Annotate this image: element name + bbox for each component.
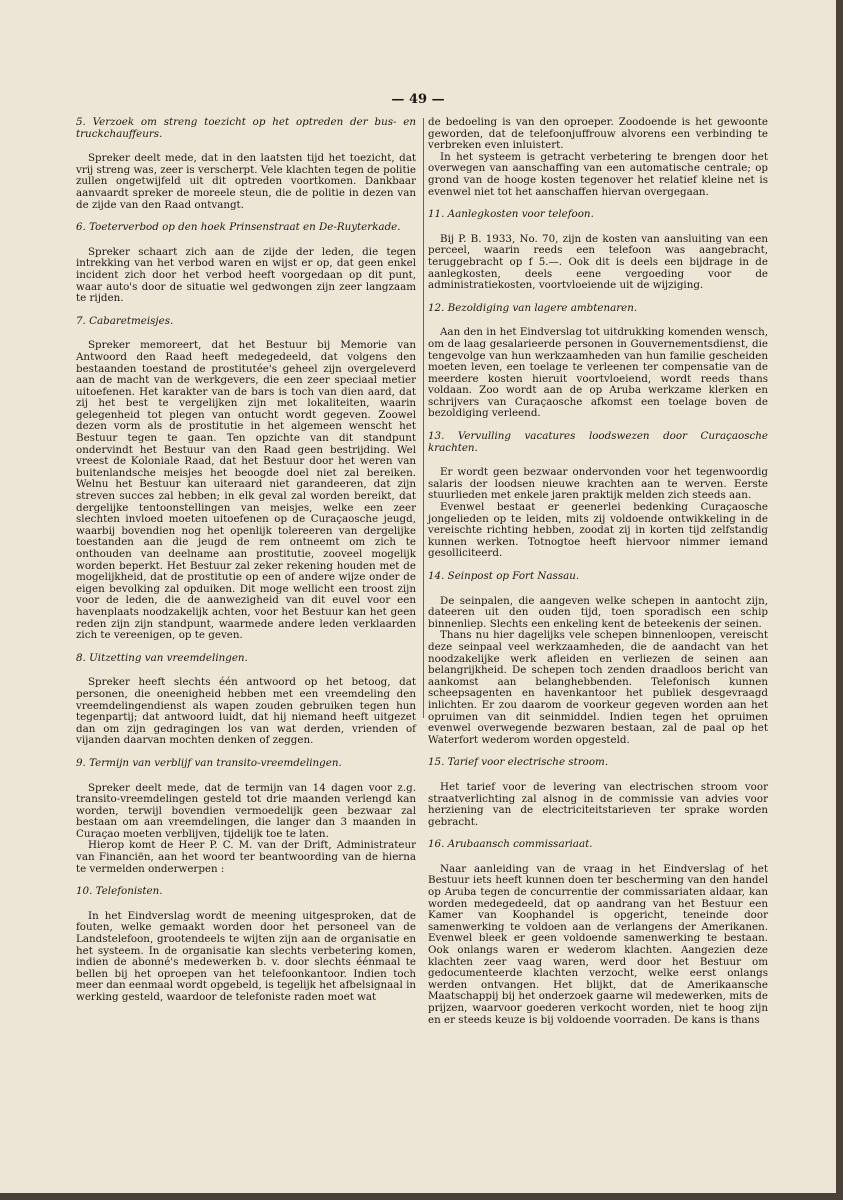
paragraph: Naar aanleiding van de vraag in het Eindverslag of het Bestuur iets heeft kunnen doen ter bescherming van den handel op Aruba tegen de concurrentie der commissariaten aldaar, kan worden medegedeeld, dat op aandrang van het Bestuur een Kamer van Koophandel is opgericht, teneinde door samenwerking te voldoen aan de verlangens der Amerikanen. Evenwel bleek er geen voldoende samenwerking te bestaan. Ook onlangs waren er wederom klachten. Aangezien deze klachten zeer vaag waren, werd door het Bestuur om gedocumenteerde klachten verzocht, welke eerst onlangs werden ontvangen. Het blijkt, dat de Amerikaansche Maatschappij bij het onderzoek gaarne wil medewerken, mits de prijzen, waarvoor goederen verkocht worden, niet te hoog zijn en er steeds keuze is bij voldoende voorraden. De kans is thans [428, 862, 768, 1026]
left-column [76, 117, 416, 1004]
paragraph: Aan den in het Eindverslag tot uitdrukking komenden wensch, om de laag gesalarieerde personen in Gouvernementsdienst, die tengevolge van hun werkzaamheden van hun familie gescheiden moeten leven, een toelage te verleenen ter compensatie van de meerdere kosten hieruit voortvloeiend, wordt reeds thans voldaan. Zoo wordt aan de op Aruba werkzame klerken en schrijvers van Curaçaosche afkomst een toelage boven de bezoldiging verleend. [428, 326, 768, 420]
paragraph: In het Eindverslag wordt de meening uitgesproken, dat de fouten, welke gemaakt worden door het personeel van de Landstelefoon, grootendeels te wijten zijn aan de organisatie en het systeem. In de organisatie kan slechts verbetering komen, indien de abonné's medewerken b. v. door slechts éénmaal te bellen bij het oproepen van het telefoonkantoor. Indien toch meer dan eenmaal wordt opgebeld, is tegelijk het afbelsignaal in werking gesteld, waardoor de telefoniste raden moet wat [76, 909, 416, 1003]
scan-edge-right [836, 0, 843, 1200]
paragraph: Het tarief voor de levering van electrischen stroom voor straatverlichting zal alsnog in de commissie van advies voor herziening van de electriciteitstarieven ter sprake worden gebracht. [428, 780, 768, 828]
paragraph: Spreker memoreert, dat het Bestuur bij Memorie van Antwoord den Raad heeft medegedeeld, dat volgens den bestaanden toestand de prostitutée's geheel zijn overgeleverd aan de macht van de werkgevers, die een zeer speciaal metier uitoefenen. Het karakter van de bars is toch van dien aard, dat zij het best te vergelijken zijn met lokaliteiten, waarin gelegenheid tot plegen van ontucht wordt gegeven. Zoowel dezen vorm als de prostitutie in het algemeen wenscht het Bestuur tegen te gaan. Ten opzichte van dit standpunt ondervindt het Bestuur van den Raad geen bestrijding. Wel vreest de Koloniale Raad, dat het Bestuur door het weren van buitenlandsche meisjes het beoogde doel niet zal bereiken. Welnu het Bestuur kan uiteraard niet garandeeren, dat zijn streven succes zal hebben; in elk geval zal worden bereikt, dat dergelijke tentoonstellingen van meisjes, welke een zeer slechten invloed moeten uitoefenen op de Curaçaosche jeugd, waarbij bovendien nog het openlijk tolereeren van dergelijke toestanden aan die jeugd de rem ontneemt om zich te onthouden van deelname aan prostitutie, zooveel mogelijk worden beperkt. Het Bestuur zal zeker rekening houden met de mogelijkheid, dat de prostitutie op een of andere wijze onder de eigen bevolking zal opduiken. Dit moge wellicht een troost zijn voor de leden, die de aanwezigheid van dit euvel voor een havenplaats noodzakelijk achten, voor het Bestuur kan het geen reden zijn zijn standpunt, waarmede andere leden verklaarden zich te vereenigen, op te geven. [76, 339, 416, 642]
paragraph: Thans nu hier dagelijks vele schepen binnenloopen, vereischt deze seinpaal veel werkzaamheden, die de aandacht van het noodzakelijke werk afleiden en verliezen de seinen aan belangrijkheid. De schepen toch zenden draadloos bericht van aankomst aan belanghebbenden. Telefonisch kunnen scheepsagenten en havenkantoor het publiek desgevraagd inlichten. Er zou daarom de voorkeur gegeven worden aan het opruimen van dit seinmiddel. Indien tegen het opruimen evenwel overwegende bezwaren bestaan, zal de paal op het Waterfort wederom worden opgesteld. [428, 629, 768, 746]
paragraph: Spreker deelt mede, dat in den laatsten tijd het toezicht, dat vrij streng was, zeer is verscherpt. Vele klachten tegen de politie zullen ongetwijfeld uit dit optreden voortkomen. Dankbaar aanvaardt spreker de moreele steun, die de politie in dezen van de zijde van den Raad ontvangt. [76, 152, 416, 211]
column-divider [423, 118, 424, 718]
section-heading: 6. Toeterverbod op den hoek Prinsenstraat en De-Ruyterkade. [76, 221, 401, 234]
paragraph: Hierop komt de Heer P. C. M. van der Drift, Administrateur van Financiën, aan het woord ter beantwoording van de hierna te vermelden onderwerpen : [76, 839, 416, 875]
paragraph: Spreker deelt mede, dat de termijn van 14 dagen voor z.g. transito-vreemdelingen gesteld tot drie maanden verlengd kan worden, terwijl bovendien vermoedelijk geen bezwaar zal bestaan om aan vreemdelingen, die langer dan 3 maanden in Curaçao moeten verblijven, tijdelijk toe te laten. [76, 781, 416, 840]
section-heading: 8. Uitzetting van vreemdelingen. [76, 651, 248, 664]
section-heading: 10. Telefonisten. [76, 885, 163, 898]
paragraph: Er wordt geen bezwaar ondervonden voor het tegenwoordig salaris der loodsen nieuwe krachten aan te werven. Eerste stuurlieden met enkele jaren praktijk melden zich steeds aan. [428, 466, 768, 502]
section-heading: 5. Verzoek om streng toezicht op het optreden der bus- en truckchauffeurs. [76, 116, 416, 140]
paragraph: Spreker schaart zich aan de zijde der leden, die tegen intrekking van het verbod waren en wijst er op, dat geen enkel incident zich door het verbod heeft voorgedaan op dit punt, waar auto's door de situatie wel gedwongen zijn zeer langzaam te rijden. [76, 245, 416, 305]
paragraph: Spreker heeft slechts één antwoord op het betoog, dat personen, die oneenigheid hebben met een vreemdeling den vreemdelingendienst als wapen zouden gebruiken tegen hun tegenpartij; dat antwoord luidt, dat hij niemand heeft uitgezet dan om zijn gedragingen los van wat derden, vrienden of vijanden daarvan mochten denken of zeggen. [76, 676, 416, 747]
page-number: — 49 — [391, 92, 445, 107]
section-heading: 14. Seinpost op Fort Nassau. [428, 570, 580, 582]
section-heading: 12. Bezoldiging van lagere ambtenaren. [428, 301, 638, 314]
scan-edge-bottom [0, 1193, 843, 1200]
paragraph: de bedoeling is van den oproeper. Zoodoende is het gewoonte geworden, dat de telefoonjuffrouw alvorens een verbinding te verbreken even inluistert. [428, 116, 768, 152]
section-heading: 16. Arubaansch commissariaat. [428, 838, 593, 851]
section-heading: 9. Termijn van verblijf van transito-vreemdelingen. [76, 756, 342, 769]
section-heading: 15. Tarief voor electrische stroom. [428, 756, 609, 769]
paragraph: Bij P. B. 1933, No. 70, zijn de kosten van aansluiting van een perceel, waarin reeds een telefoon was aangebracht, teruggebracht op f 5.—. Ook dit is deels een bijdrage in de aanlegkosten, deels eene vergoeding voor de administratiekosten, voortvloeiende uit de wijziging. [428, 232, 768, 292]
paragraph: De seinpalen, die aangeven welke schepen in aantocht zijn, dateeren uit den ouden tijd, toen sporadisch een schip binnenliep. Slechts een enkeling kent de beteekenis der seinen. [428, 594, 768, 630]
right-column [428, 117, 768, 1026]
paragraph: In het systeem is getracht verbetering te brengen door het overwegen van aanschaffing van een automatische centrale; op grond van de hooge kosten tegenover het relatief kleine net is evenwel niet tot het aanschaffen hiervan overgegaan. [428, 150, 768, 198]
section-heading: 7. Cabaretmeisjes. [76, 314, 174, 327]
section-heading: 11. Aanlegkosten voor telefoon. [428, 208, 594, 221]
section-heading: 13. Vervulling vacatures loodswezen door Curaçaosche krachten. [428, 430, 768, 454]
paragraph: Evenwel bestaat er geenerlei bedenking Curaçaosche jongelieden op te leiden, mits zij voldoende ontwikkeling in de vereischte richting hebben, zoodat zij in korten tijd zelfstandig kunnen werken. Totnogtoe heeft hiervoor nimmer iemand gesolliciteerd. [428, 501, 768, 560]
